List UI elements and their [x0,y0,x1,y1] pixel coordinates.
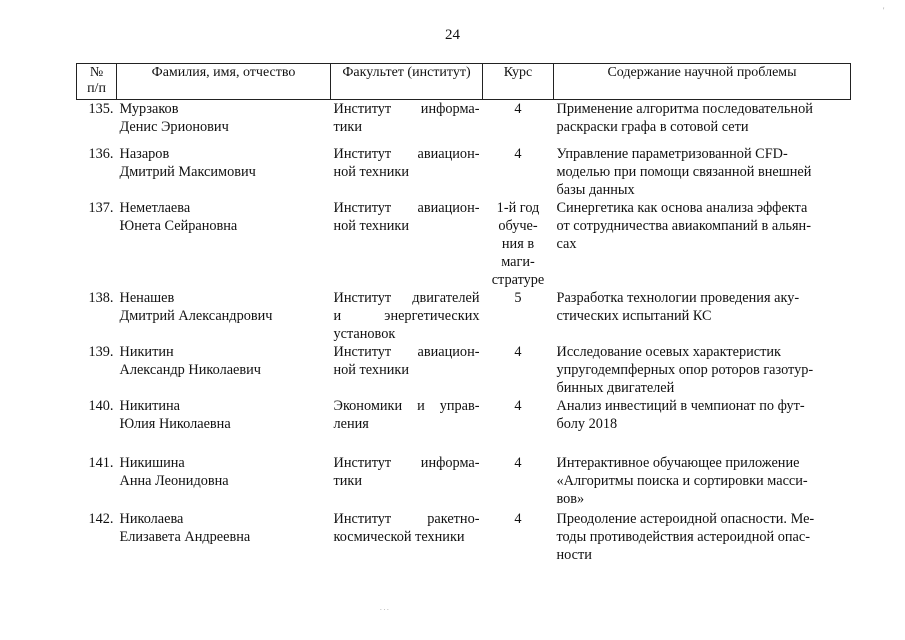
course-cell [483,343,554,397]
header-faculty: Факультет (институт) [331,64,483,100]
problem-line: Применение алгоритма последовательной [556,101,813,117]
problem-cell [554,510,851,570]
problem-line: стических испытаний КС [556,307,712,324]
row-number: 140. [88,397,114,414]
problem-line: упругодемпферных опор роторов газотур- [556,361,814,378]
course-line: 4 [514,101,522,117]
student-name [117,100,331,145]
student-name [117,145,331,199]
problem-line: вов» [556,490,585,507]
student-given-names: Денис Эрионович [119,119,229,135]
faculty-line: тики [333,119,362,135]
faculty-cell [331,145,483,199]
student-surname: Никитина [119,397,180,414]
row-number: 137. [88,199,114,216]
student-given-names: Анна Леонидовна [119,472,229,489]
row-number: 136. [88,145,114,162]
header-course: Курс [483,64,554,100]
course-cell [483,199,554,289]
problem-cell [554,199,851,289]
faculty-cell [331,454,483,510]
page-number: 24 [445,27,460,43]
student-surname: Неметлаева [119,199,191,216]
problem-cell [554,289,851,343]
header-name: Фамилия, имя, отчество [117,64,331,100]
row-number: 141. [88,454,114,471]
student-given-names: Елизавета Андреевна [119,528,251,545]
problem-line: ности [556,546,592,563]
row-number: 139. [88,343,114,360]
student-surname: Никитин [119,343,174,360]
problem-line: моделью при помощи связанной внешней [556,163,812,180]
table-row [77,510,851,570]
problem-line: Разработка технологии проведения аку- [556,289,800,306]
faculty-line: Институт авиацион- [333,343,480,360]
header-problem: Содержание научной проблемы [554,64,851,100]
student-given-names: Дмитрий Александрович [119,307,273,324]
course-cell [483,510,554,570]
faculty-line: космической техники [333,528,465,545]
faculty-line: Институт авиацион- [333,199,480,216]
problem-line: Преодоление астероидной опасности. Ме- [556,510,815,527]
student-name [117,397,331,454]
faculty-cell [331,343,483,397]
table-row [77,100,851,145]
scan-corner-mark: ' [883,6,885,15]
problem-line: базы данных [556,181,635,198]
problem-line: Исследование осевых характеристик [556,343,781,360]
faculty-line: Институт авиацион- [333,145,480,162]
problem-line: тоды противодействия астероидной опас- [556,528,810,545]
course-line: 1-й год [496,199,540,216]
header-num [77,64,117,100]
problem-line: Управление параметризованной CFD- [556,145,788,162]
student-given-names: Дмитрий Максимович [119,163,256,180]
faculty-line: ной техники [333,163,409,180]
problem-line: «Алгоритмы поиска и сортировки масси- [556,472,808,489]
student-name [117,289,331,343]
student-name [117,199,331,289]
student-surname: Ненашев [119,289,175,306]
faculty-line: ления [333,415,369,432]
faculty-cell [331,397,483,454]
student-name [117,343,331,397]
student-surname: Назаров [119,145,170,162]
scan-artifact-marks: . . . [380,604,389,612]
course-cell [483,100,554,145]
student-name [117,510,331,570]
problem-line: от сотрудничества авиакомпаний в альян- [556,217,811,234]
problem-cell [554,397,851,454]
table-header-row [77,64,851,100]
course-cell [483,145,554,199]
problem-line: бинных двигателей [556,379,675,396]
student-given-names: Юнета Сейрановна [119,217,238,234]
problem-cell [554,343,851,397]
course-line: 4 [514,510,522,527]
faculty-line: и энергетических [333,307,480,324]
row-number: 135. [88,101,114,117]
student-surname: Мурзаков [119,101,179,117]
problem-cell [554,454,851,510]
header-num-line: п/п [87,81,106,96]
course-line: 5 [514,289,522,306]
row-number: 138. [88,289,114,306]
problem-line: Интерактивное обучающее приложение [556,454,800,471]
faculty-cell [331,510,483,570]
faculty-line: ной техники [333,217,409,234]
course-line: 4 [514,343,522,360]
problem-line: болу 2018 [556,415,618,432]
course-cell [483,397,554,454]
table-row [77,145,851,199]
faculty-line: Экономики и управ- [333,397,480,414]
student-surname: Никишина [119,454,185,471]
table-row [77,289,851,343]
faculty-cell [331,100,483,145]
table-row [77,454,851,510]
course-line: 4 [514,397,522,414]
course-line: 4 [514,145,522,162]
faculty-cell [331,199,483,289]
problem-line: Анализ инвестиций в чемпионат по фут- [556,397,805,414]
faculty-line: Институт информа- [333,454,480,471]
table-row [77,199,851,289]
header-num-line: № [89,65,104,80]
faculty-line: установок [333,325,396,342]
course-line: стратуре [491,271,545,288]
faculty-cell [331,289,483,343]
course-cell [483,289,554,343]
faculty-line: Институт двигателей [333,289,480,306]
students-table [76,63,851,570]
row-number: 142. [88,510,114,527]
faculty-line: Институт информа- [333,101,480,117]
student-given-names: Юлия Николаевна [119,415,231,432]
faculty-line: Институт ракетно- [333,510,480,527]
student-given-names: Александр Николаевич [119,361,261,378]
student-name [117,454,331,510]
problem-cell [554,100,851,145]
problem-line: Синергетика как основа анализа эффекта [556,199,808,216]
faculty-line: тики [333,472,362,489]
course-line: обуче- [498,217,538,234]
course-line: 4 [514,454,522,471]
student-surname: Николаева [119,510,184,527]
table-row [77,343,851,397]
course-line: маги- [501,253,535,270]
table-row [77,397,851,454]
problem-cell [554,145,851,199]
course-cell [483,454,554,510]
faculty-line: ной техники [333,361,409,378]
course-line: ния в [501,235,535,252]
problem-line: сах [556,235,577,252]
problem-line: раскраски графа в сотовой сети [556,119,749,135]
